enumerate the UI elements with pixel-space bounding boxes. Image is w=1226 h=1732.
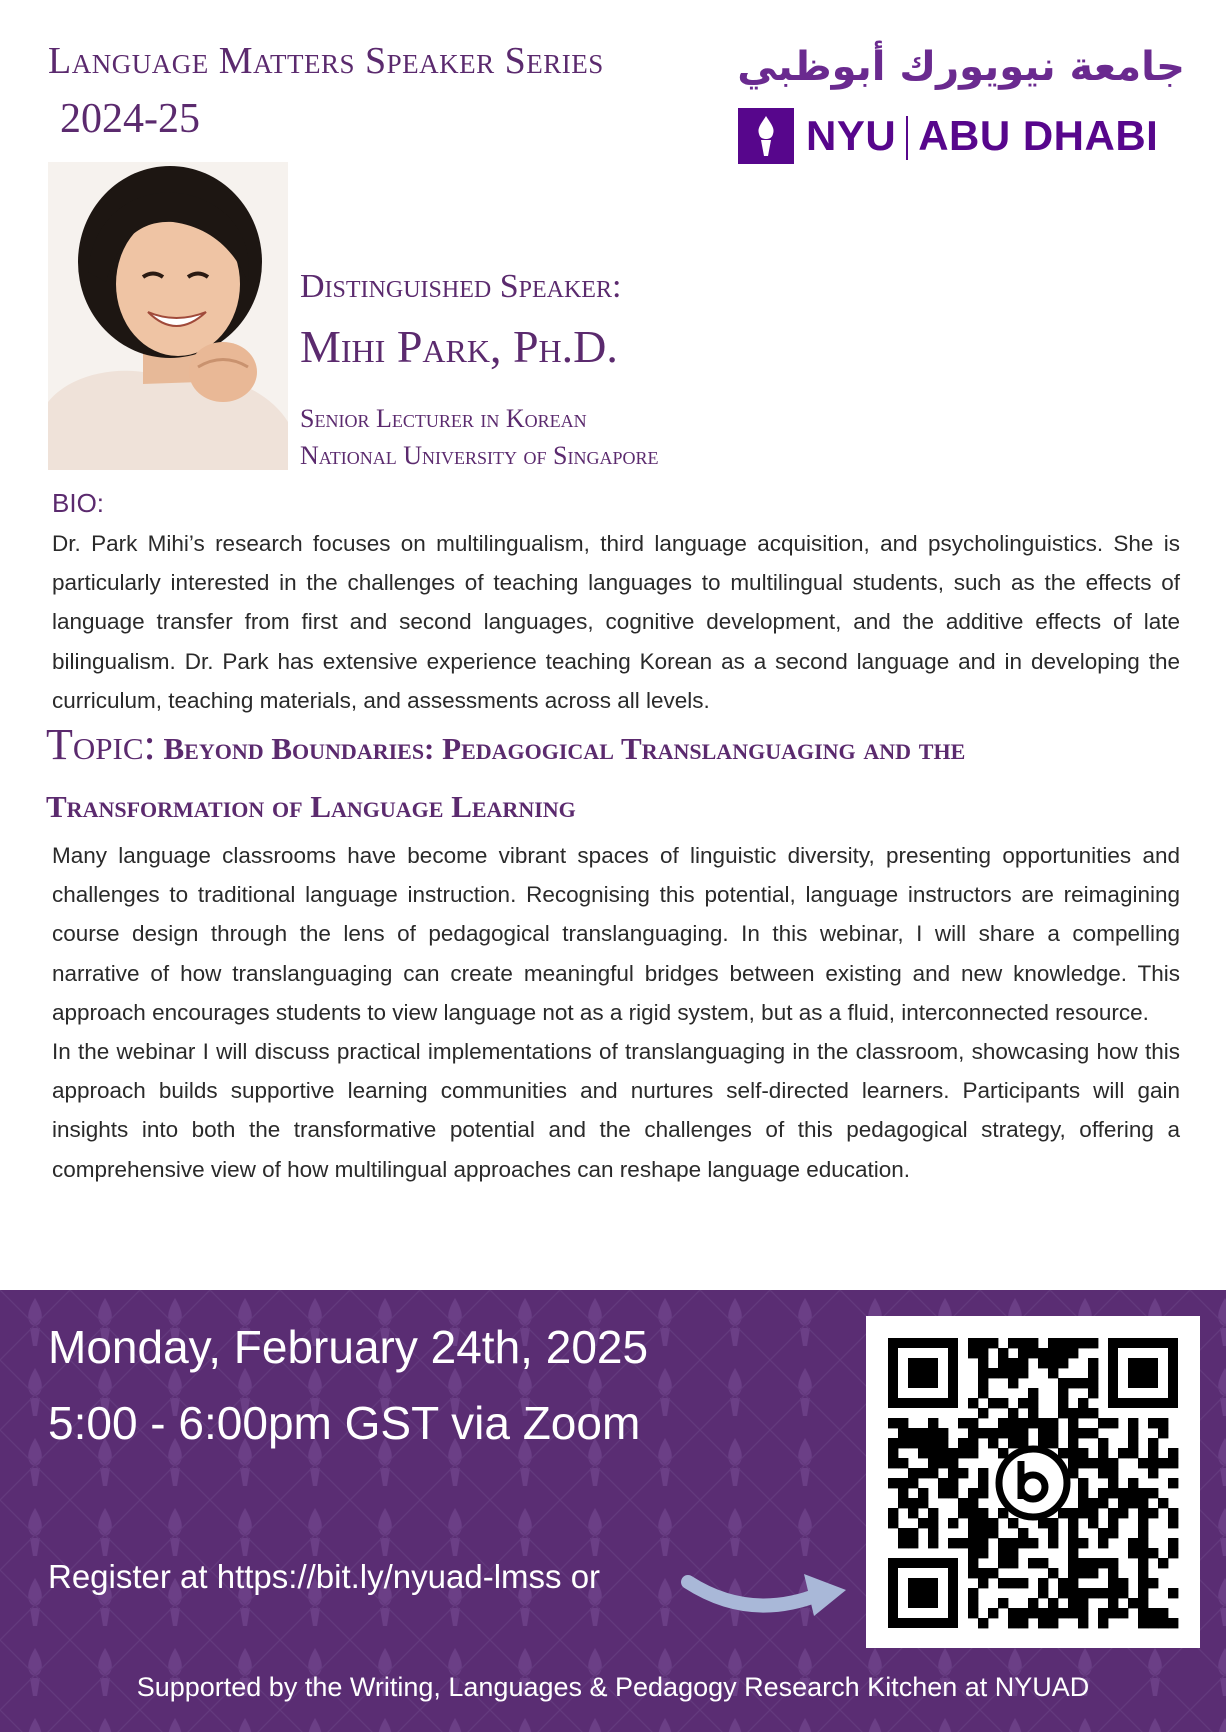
bio-label: BIO: (52, 488, 105, 518)
register-link[interactable]: Register at https://bit.ly/nyuad-lmss or (48, 1558, 601, 1595)
topic-label: Topic: (46, 720, 156, 769)
curved-arrow-icon (680, 1560, 850, 1620)
speaker-name: Mihi Park, Ph.D. (300, 321, 618, 372)
abstract-paragraph-1: Many language classrooms have become vibrant spaces of linguistic diversity, presenting opportunities and challenges to traditional language instruction. Recognising this potential, language instructors are reimagining course design through the lens of pedagogical translanguaging. In this webinar, I will share a compelling narrative of how translanguaging can create meaningful bridges between existing and new knowledge. This approach encourages students to view language not as a rigid system, but as a fluid, interconnected resource. (52, 843, 1180, 1025)
speaker-label: Distinguished Speaker: (300, 268, 622, 305)
logo-abu-dhabi-text: ABU DHABI (918, 111, 1159, 159)
speaker-title: Senior Lecturer in Korean (300, 404, 587, 433)
bio-text: Dr. Park Mihi’s research focuses on multilingualism, third language acquisition, and psycholinguistics. She is particularly interested in the challenges of teaching languages to multilingual students, such as the effects of language transfer from first and second languages, cognitive development, and the additive effects of late bilingualism. Dr. Park has extensive experience teaching Korean as a second language and in developing the curriculum, teaching materials, and assessments across all levels. (52, 531, 1180, 713)
logo-arabic: جامعة نيويورك أبوظبي (737, 44, 1185, 90)
registration-qr-code[interactable] (866, 1316, 1200, 1648)
logo-nyu-text: NYU (806, 111, 897, 159)
nyu-abu-dhabi-logo (738, 108, 1158, 164)
nyu-torch-icon (738, 108, 794, 164)
topic-title: Beyond Boundaries: Pedagogical Translanguaging and the Transformation of Language Learning (46, 731, 966, 824)
qr-code-icon (866, 1316, 1200, 1648)
series-year: 2024-25 (60, 96, 200, 142)
logo-divider (906, 116, 908, 160)
series-title: Language Matters Speaker Series (48, 40, 604, 82)
abstract (52, 836, 1180, 1189)
speaker-institution: National University of Singapore (300, 441, 659, 470)
topic-heading (46, 716, 1186, 836)
event-time: 5:00 - 6:00pm GST via Zoom (48, 1397, 641, 1449)
speaker-role (300, 400, 659, 474)
speaker-photo (48, 162, 288, 470)
supported-by: Supported by the Writing, Languages & Pedagogy Research Kitchen at NYUAD (136, 1672, 1090, 1702)
abstract-paragraph-2: In the webinar I will discuss practical implementations of translanguaging in the classroom, showcasing how this approach builds supportive learning communities and nurtures self-directed learners. Participants will gain insights into both the transformative potential and the challenges of this pedagogical strategy, offering a comprehensive view of how multilingual approaches can reshape language education. (52, 1039, 1180, 1182)
event-date: Monday, February 24th, 2025 (48, 1321, 649, 1373)
